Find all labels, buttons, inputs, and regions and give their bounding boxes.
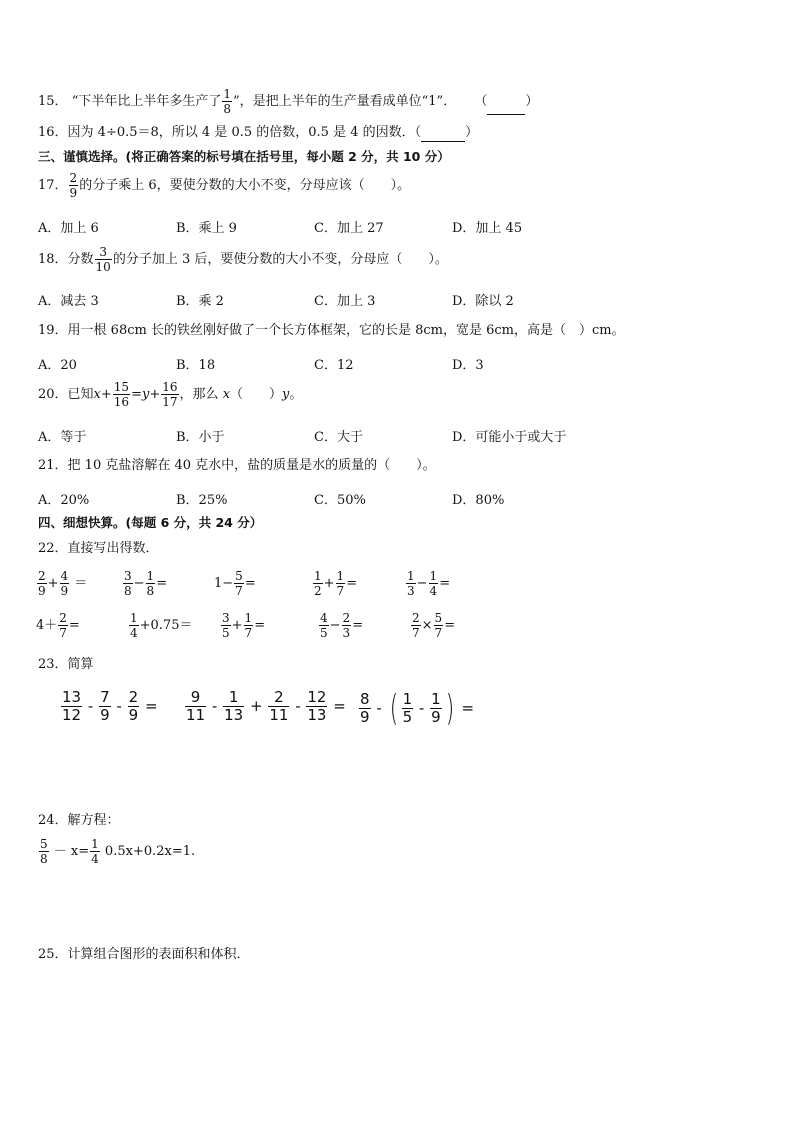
section-4-title: 四、细想快算。(每题 6 分，共 24 分） xyxy=(38,515,263,530)
answer-blank-16[interactable] xyxy=(421,127,465,142)
question-16: 16．因为 4÷0.5＝8，所以 4 是 0.5 的倍数，0.5 是 4 的因数．（ ） xyxy=(38,125,479,140)
option-20-d[interactable]: D．可能小于或大于 xyxy=(452,430,567,445)
answer-blank-15[interactable] xyxy=(487,100,525,115)
calc-22-3: 1− $\frac{5}{7}$ = xyxy=(214,569,256,598)
calc-22-6: 4＋ $\frac{2}{7}$ = xyxy=(36,611,80,640)
option-19-b[interactable]: B．18 xyxy=(176,358,216,373)
question-22: 22．直接写出得数． xyxy=(38,541,159,556)
question-19: 19．用一根 68cm 长的铁丝刚好做了一个长方体框架，它的长是 8cm，宽是 6cm，高是（ ）cm。 xyxy=(38,323,625,338)
simplify-23-2: $\frac{9}{11}$ - $\frac{1}{13}$ + $\frac{2}{11}$ - $\frac{12}{13}$ = xyxy=(186,688,346,724)
option-20-a[interactable]: A．等于 xyxy=(38,430,87,445)
calc-22-2: $\frac{3}{8}$ − $\frac{1}{8}$ = xyxy=(124,569,168,598)
option-18-d[interactable]: D．除以 2 xyxy=(452,294,514,309)
option-21-d[interactable]: D．80% xyxy=(452,493,505,508)
question-20: 20．已知x+ $\frac{15}{16}$ =y+ $\frac{16}{17}$ ，那么 x（ ）y。 xyxy=(38,380,303,409)
question-17: 17． $\frac{2}{9}$ 的分子乘上 6，要使分数的大小不变，分母应该（ ）。 xyxy=(38,171,411,200)
option-21-b[interactable]: B．25% xyxy=(176,493,228,508)
question-25: 25．计算组合图形的表面积和体积． xyxy=(38,947,250,962)
option-18-c[interactable]: C．加上 3 xyxy=(314,294,376,309)
section-3-title: 三、谨慎选择。(将正确答案的标号填在括号里，每小题 2 分，共 10 分） xyxy=(38,149,450,164)
calc-22-1: $\frac{2}{9}$ + $\frac{4}{9}$ ＝ xyxy=(38,569,88,598)
calc-22-5: $\frac{1}{3}$ − $\frac{1}{4}$ = xyxy=(407,569,451,598)
fraction: $\frac{2}{9}$ xyxy=(69,171,78,200)
question-15: 15． “下半年比上半年多生产了 $\frac{1}{8}$ ”，是把上半年的生产量看成单位“1”． （ ） xyxy=(38,87,539,116)
simplify-23-1: $\frac{13}{12}$ - $\frac{7}{9}$ - $\frac{2}{9}$ = xyxy=(62,688,158,724)
option-21-c[interactable]: C．50% xyxy=(314,493,366,508)
option-17-c[interactable]: C．加上 27 xyxy=(314,221,384,236)
option-20-b[interactable]: B．小于 xyxy=(176,430,225,445)
calc-22-7: $\frac{1}{4}$ +0.75＝ xyxy=(130,611,193,640)
fraction: $\frac{16}{17}$ xyxy=(162,380,178,409)
calc-22-10: $\frac{2}{7}$ × $\frac{5}{7}$ = xyxy=(412,611,456,640)
fraction: $\frac{15}{16}$ xyxy=(113,380,130,409)
simplify-23-3: $\frac{8}{9}$ - ( $\frac{1}{5}$ - $\frac{1}{9}$ ) = xyxy=(360,688,475,729)
option-19-c[interactable]: C．12 xyxy=(314,358,354,373)
calc-22-8: $\frac{3}{5}$ + $\frac{1}{7}$ = xyxy=(222,611,266,640)
option-21-a[interactable]: A．20% xyxy=(38,493,90,508)
option-19-d[interactable]: D．3 xyxy=(452,358,484,373)
calc-22-4: $\frac{1}{2}$ + $\frac{1}{7}$ = xyxy=(314,569,358,598)
fraction: $\frac{3}{10}$ xyxy=(95,245,111,274)
fraction: $\frac{1}{8}$ xyxy=(223,87,231,116)
option-17-a[interactable]: A．加上 6 xyxy=(38,221,99,236)
question-18: 18．分数 $\frac{3}{10}$ 的分子加上 3 后，要使分数的大小不变，分母应（ ）。 xyxy=(38,245,448,274)
option-18-b[interactable]: B．乘 2 xyxy=(176,294,224,309)
option-18-a[interactable]: A．减去 3 xyxy=(38,294,99,309)
option-17-d[interactable]: D．加上 45 xyxy=(452,221,523,236)
equations-24: $\frac{5}{8}$ － x= $\frac{1}{4}$ 0.5x+0.2x=1. xyxy=(40,837,196,866)
calc-22-9: $\frac{4}{5}$ − $\frac{2}{3}$ = xyxy=(320,611,364,640)
option-17-b[interactable]: B．乘上 9 xyxy=(176,221,237,236)
question-21: 21．把 10 克盐溶解在 40 克水中，盐的质量是水的质量的（ ）。 xyxy=(38,458,436,473)
question-24: 24．解方程： xyxy=(38,813,120,828)
option-20-c[interactable]: C．大于 xyxy=(314,430,363,445)
option-19-a[interactable]: A．20 xyxy=(38,358,77,373)
question-23: 23．简算 xyxy=(38,657,94,672)
